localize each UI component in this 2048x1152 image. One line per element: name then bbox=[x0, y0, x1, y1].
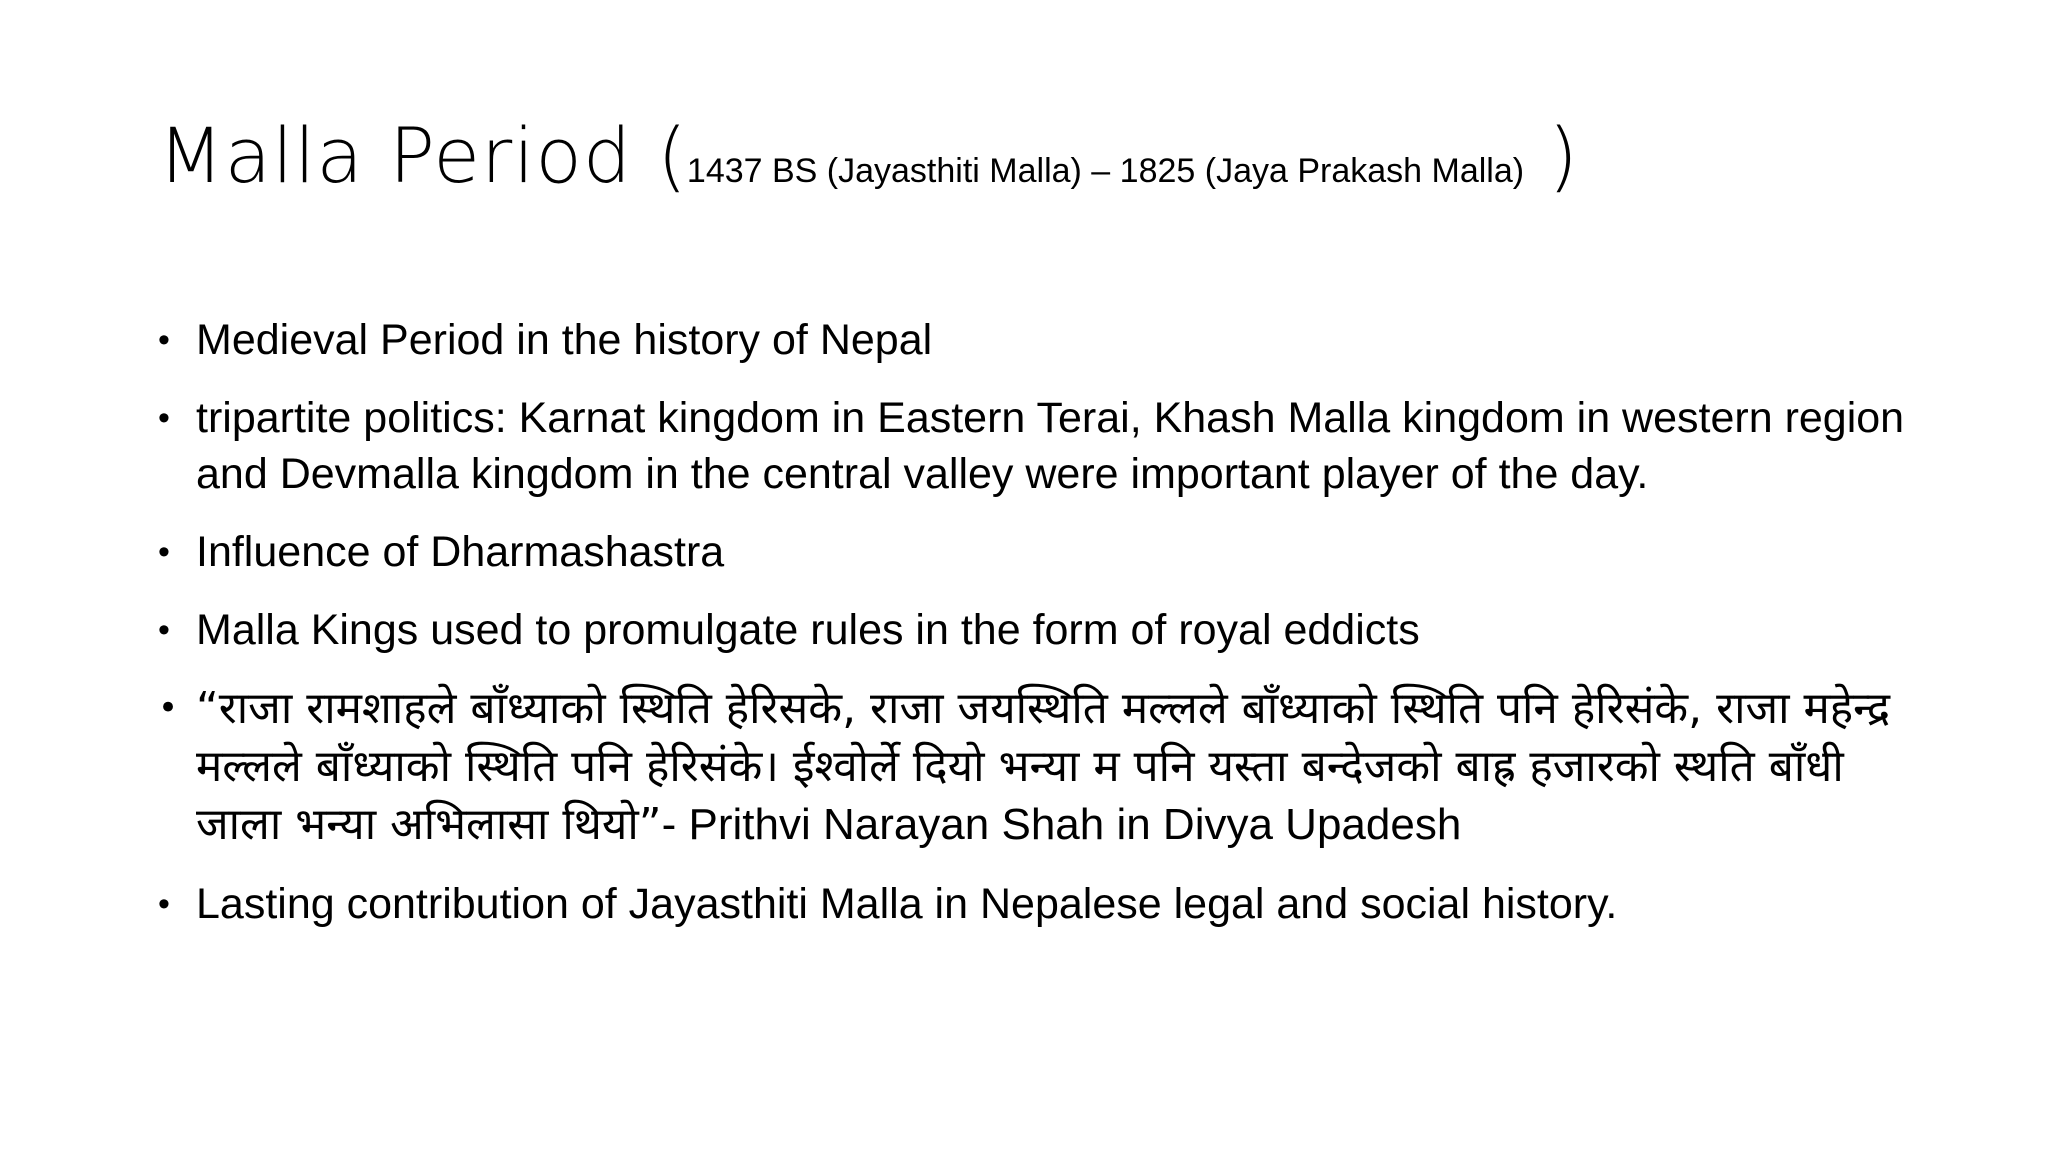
bullet-text: Influence of Dharmashastra bbox=[196, 528, 725, 576]
bullet-text: tripartite politics: Karnat kingdom in Eastern Terai, Khash Malla kingdom in western region and Devmalla kingdom in the central valley were important player of the day. bbox=[196, 394, 1905, 498]
quote-attribution: - Prithvi Narayan Shah in Divya Upadesh bbox=[661, 800, 1462, 849]
title-main: Malla Period bbox=[158, 111, 658, 200]
bullet-text: Malla Kings used to promulgate rules in the form of royal eddicts bbox=[196, 606, 1420, 654]
bullet-icon: • bbox=[158, 399, 170, 437]
bullet-icon: • bbox=[158, 321, 170, 359]
bullet-text: Medieval Period in the history of Nepal bbox=[196, 316, 933, 364]
title-open-paren: ( bbox=[657, 111, 687, 200]
bullet-icon: • bbox=[158, 611, 170, 649]
bullet-icon: • bbox=[158, 533, 170, 571]
bullet-item bbox=[158, 312, 1918, 368]
bullet-list bbox=[158, 312, 1918, 954]
title-date-range: 1437 BS (Jayasthiti Malla) – 1825 (Jaya Prakash Malla) bbox=[686, 152, 1525, 190]
bullet-item bbox=[158, 390, 1918, 502]
nepali-quote: “राजा रामशाहले बाँध्याको स्थिति हेरिसके, राजा जयस्थिति मल्लले बाँध्याको स्थिति पनि हेरिसंके, राजा महेन्द्र मल्लले बाँध्याको स्थिति पनि हेरिसंके। ईश्वोर्ले दियो भन्या म पनि यस्ता बन्देजको बाह्र हजारको स्थति बाँधी जाला भन्या अभिलासा थियो” bbox=[196, 683, 1891, 850]
bullet-item bbox=[158, 602, 1918, 658]
bullet-text: Lasting contribution of Jayasthiti Malla in Nepalese legal and social history. bbox=[196, 880, 1618, 928]
bullet-icon: • bbox=[158, 885, 170, 923]
bullet-item bbox=[158, 524, 1918, 580]
title-close-paren: ) bbox=[1524, 111, 1578, 200]
bullet-item bbox=[158, 876, 1918, 932]
bullet-icon: • bbox=[158, 688, 179, 728]
slide-title bbox=[158, 111, 1578, 200]
bullet-item-quote bbox=[158, 680, 1918, 854]
